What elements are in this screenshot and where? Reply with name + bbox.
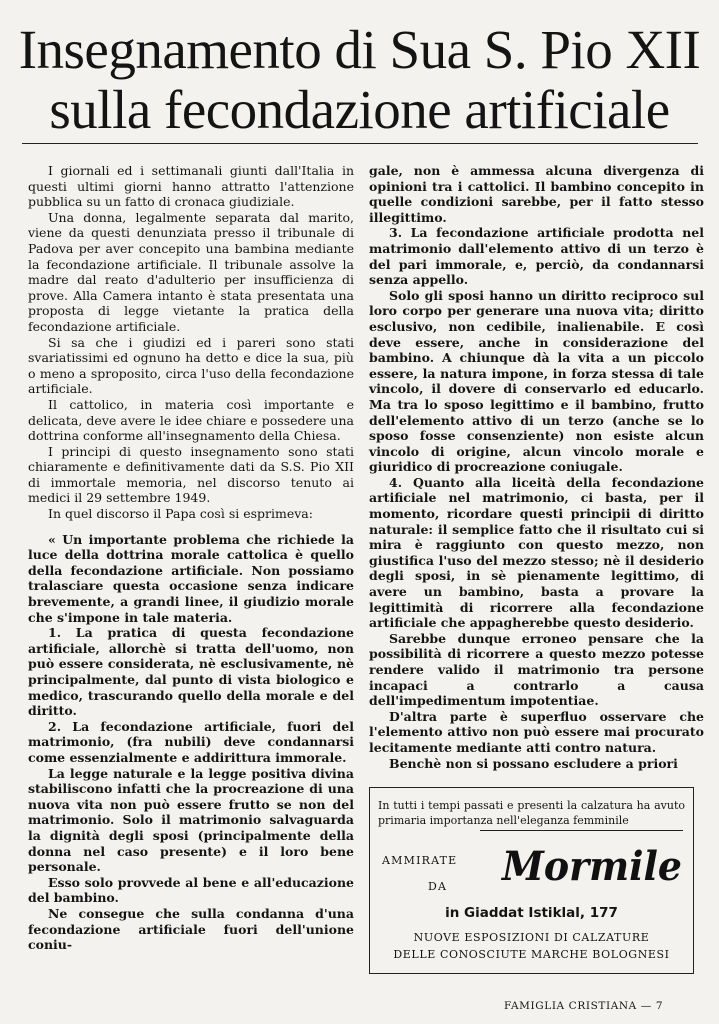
paragraph: Si sa che i giudizi ed i pareri sono stati svariatissimi ed ognuno ha detto e dice la sua, più o meno a sproposito, circa l'uso della fecondazione artificiale. [28,334,354,397]
ad-divider [480,830,683,831]
paragraph: Il cattolico, in materia così importante e delicata, deve avere le idee chiare e possedere una dottrina conforme all'insegnamento della Chiesa. [28,396,354,444]
quote-paragraph: Esso solo provvede al bene e all'educazione del bambino. [28,874,354,906]
left-column [28,163,354,953]
quote-paragraph: Ne consegue che sulla condanna d'una fecondazione artificiale fuori dell'unione coniu- [28,905,354,953]
ad-address: in Giaddat Istiklal, 177 [445,905,618,921]
title-rule [22,143,698,144]
quote-paragraph: 1. La pratica di questa fecondazione artificiale, allorchè si tratta dell'uomo, non può essere considerata, nè esclusivamente, nè principalmente, dal punto di vista biologico e medico, trascurando quello della morale e del diritto. [28,625,354,719]
ad-da-label: DA [428,880,448,893]
title-line-2: sulla fecondazione artificiale [49,79,670,140]
paragraph: Una donna, legalmente separata dal marito, viene da questi denunziata presso il tribunale di Padova per aver concepito una bambina mediante la fecondazione artificiale. Il tribunale assolve la madre dal reato d'adulterio per insufficienza di prove. Alla Camera intanto è stata presentata una proposta di legge vietante la pratica della fecondazione artificiale. [28,209,354,334]
mormile-logo [498,838,688,898]
paragraph: I principi di questo insegnamento sono stati chiaramente e definitivamente dati da S.S. Pio XII di immortale memoria, nel discorso tenuto ai medici il 29 settembre 1949. [28,443,354,506]
ad-line-1: NUOVE ESPOSIZIONI DI CALZATURE [413,931,650,944]
quote-paragraph: gale, non è ammessa alcuna divergenza di opinioni tra i cattolici. Il bambino concepito in quelle condizioni sarebbe, per il fatto stesso illegittimo. [369,163,704,225]
quote-paragraph: 4. Quanto alla liceità della fecondazione artificiale nel matrimonio, ci basta, per il momento, ricordare questi principii di diritto naturale: il semplice fatto che il risultato cui si mira è raggiunto con questo mezzo, non giustifica l'uso del mezzo stesso; nè il desiderio degli sposi, in sè pienamente legittimo, di avere un bambino, basta a provare la legittimità di ricorrere alla fecondazione artificiale che appagherebbe questo desiderio. [369,474,704,631]
quote-paragraph: 3. La fecondazione artificiale prodotta nel matrimonio dall'elemento attivo di un terzo è del pari immorale, e, perciò, da condannarsi senza appello. [369,225,704,288]
quote-paragraph: « Un importante problema che richiede la luce della dottrina morale cattolica è quello della fecondazione artificiale. Non possiamo tralasciare questa occasione senza indicare brevemente, a grandi linee, il giudizio morale che s'impone in tale materia. [28,531,354,625]
quote-paragraph: Sarebbe dunque erroneo pensare che la possibilità di ricorrere a questo mezzo potesse rendere valido il matrimonio tra persone incapaci a contrarlo a causa dell'impedimentum impotentiae. [369,630,704,709]
title-line-1: Insegnamento di Sua S. Pio XII [18,19,701,80]
ad-line-2: DELLE CONOSCIUTE MARCHE BOLOGNESI [393,948,670,961]
quote-paragraph: Solo gli sposi hanno un diritto reciproco sul loro corpo per generare una nuova vita; diritto esclusivo, non cedibile, inalienabile. E così deve essere, anche in considerazione del bambino. A chiunque dà la vita a un piccolo essere, la natura impone, in forza stessa di tale vincolo, il dovere di conservarlo ed educarlo. Ma tra lo sposo legittimo e il bambino, frutto dell'elemento attivo di un terzo (anche se lo sposo fosse consenziente) non esiste alcun vincolo di origine, alcun vincolo morale e giuridico di procreazione coniugale. [369,287,704,475]
ad-intro-text: In tutti i tempi passati e presenti la calzatura ha avuto primaria importanza nell'eleganza femminile [378,799,685,827]
advertisement-box [369,787,694,974]
quote-paragraph: La legge naturale e la legge positiva divina stabiliscono infatti che la procreazione di una nuova vita non può essere frutto se non del matrimonio. Solo il matrimonio salvaguarda la dignità degli sposi (principalmente della donna nel caso presente) e il loro bene personale. [28,765,354,875]
quote-paragraph: D'altra parte è superfluo osservare che l'elemento attivo non può essere mai procurato lecitamente mediante atti contro natura. [369,708,704,755]
page-footer: FAMIGLIA CRISTIANA — 7 [504,1000,664,1012]
ad-ammirate-label: AMMIRATE [382,854,458,867]
paragraph: In quel discorso il Papa così si esprimeva: [48,506,313,522]
quote-paragraph: 2. La fecondazione artificiale, fuori del matrimonio, (fra nubili) deve condannarsi come essenzialmente e addirittura immorale. [28,718,354,765]
right-column [369,163,704,771]
quote-paragraph: Benchè non si possano escludere a priori [389,755,678,771]
paragraph: I giornali ed i settimanali giunti dall'Italia in questi ultimi giorni hanno attratto l'attenzione pubblica su un fatto di cronaca giudiziale. [28,163,354,210]
logo-text: Mormile [500,843,682,890]
